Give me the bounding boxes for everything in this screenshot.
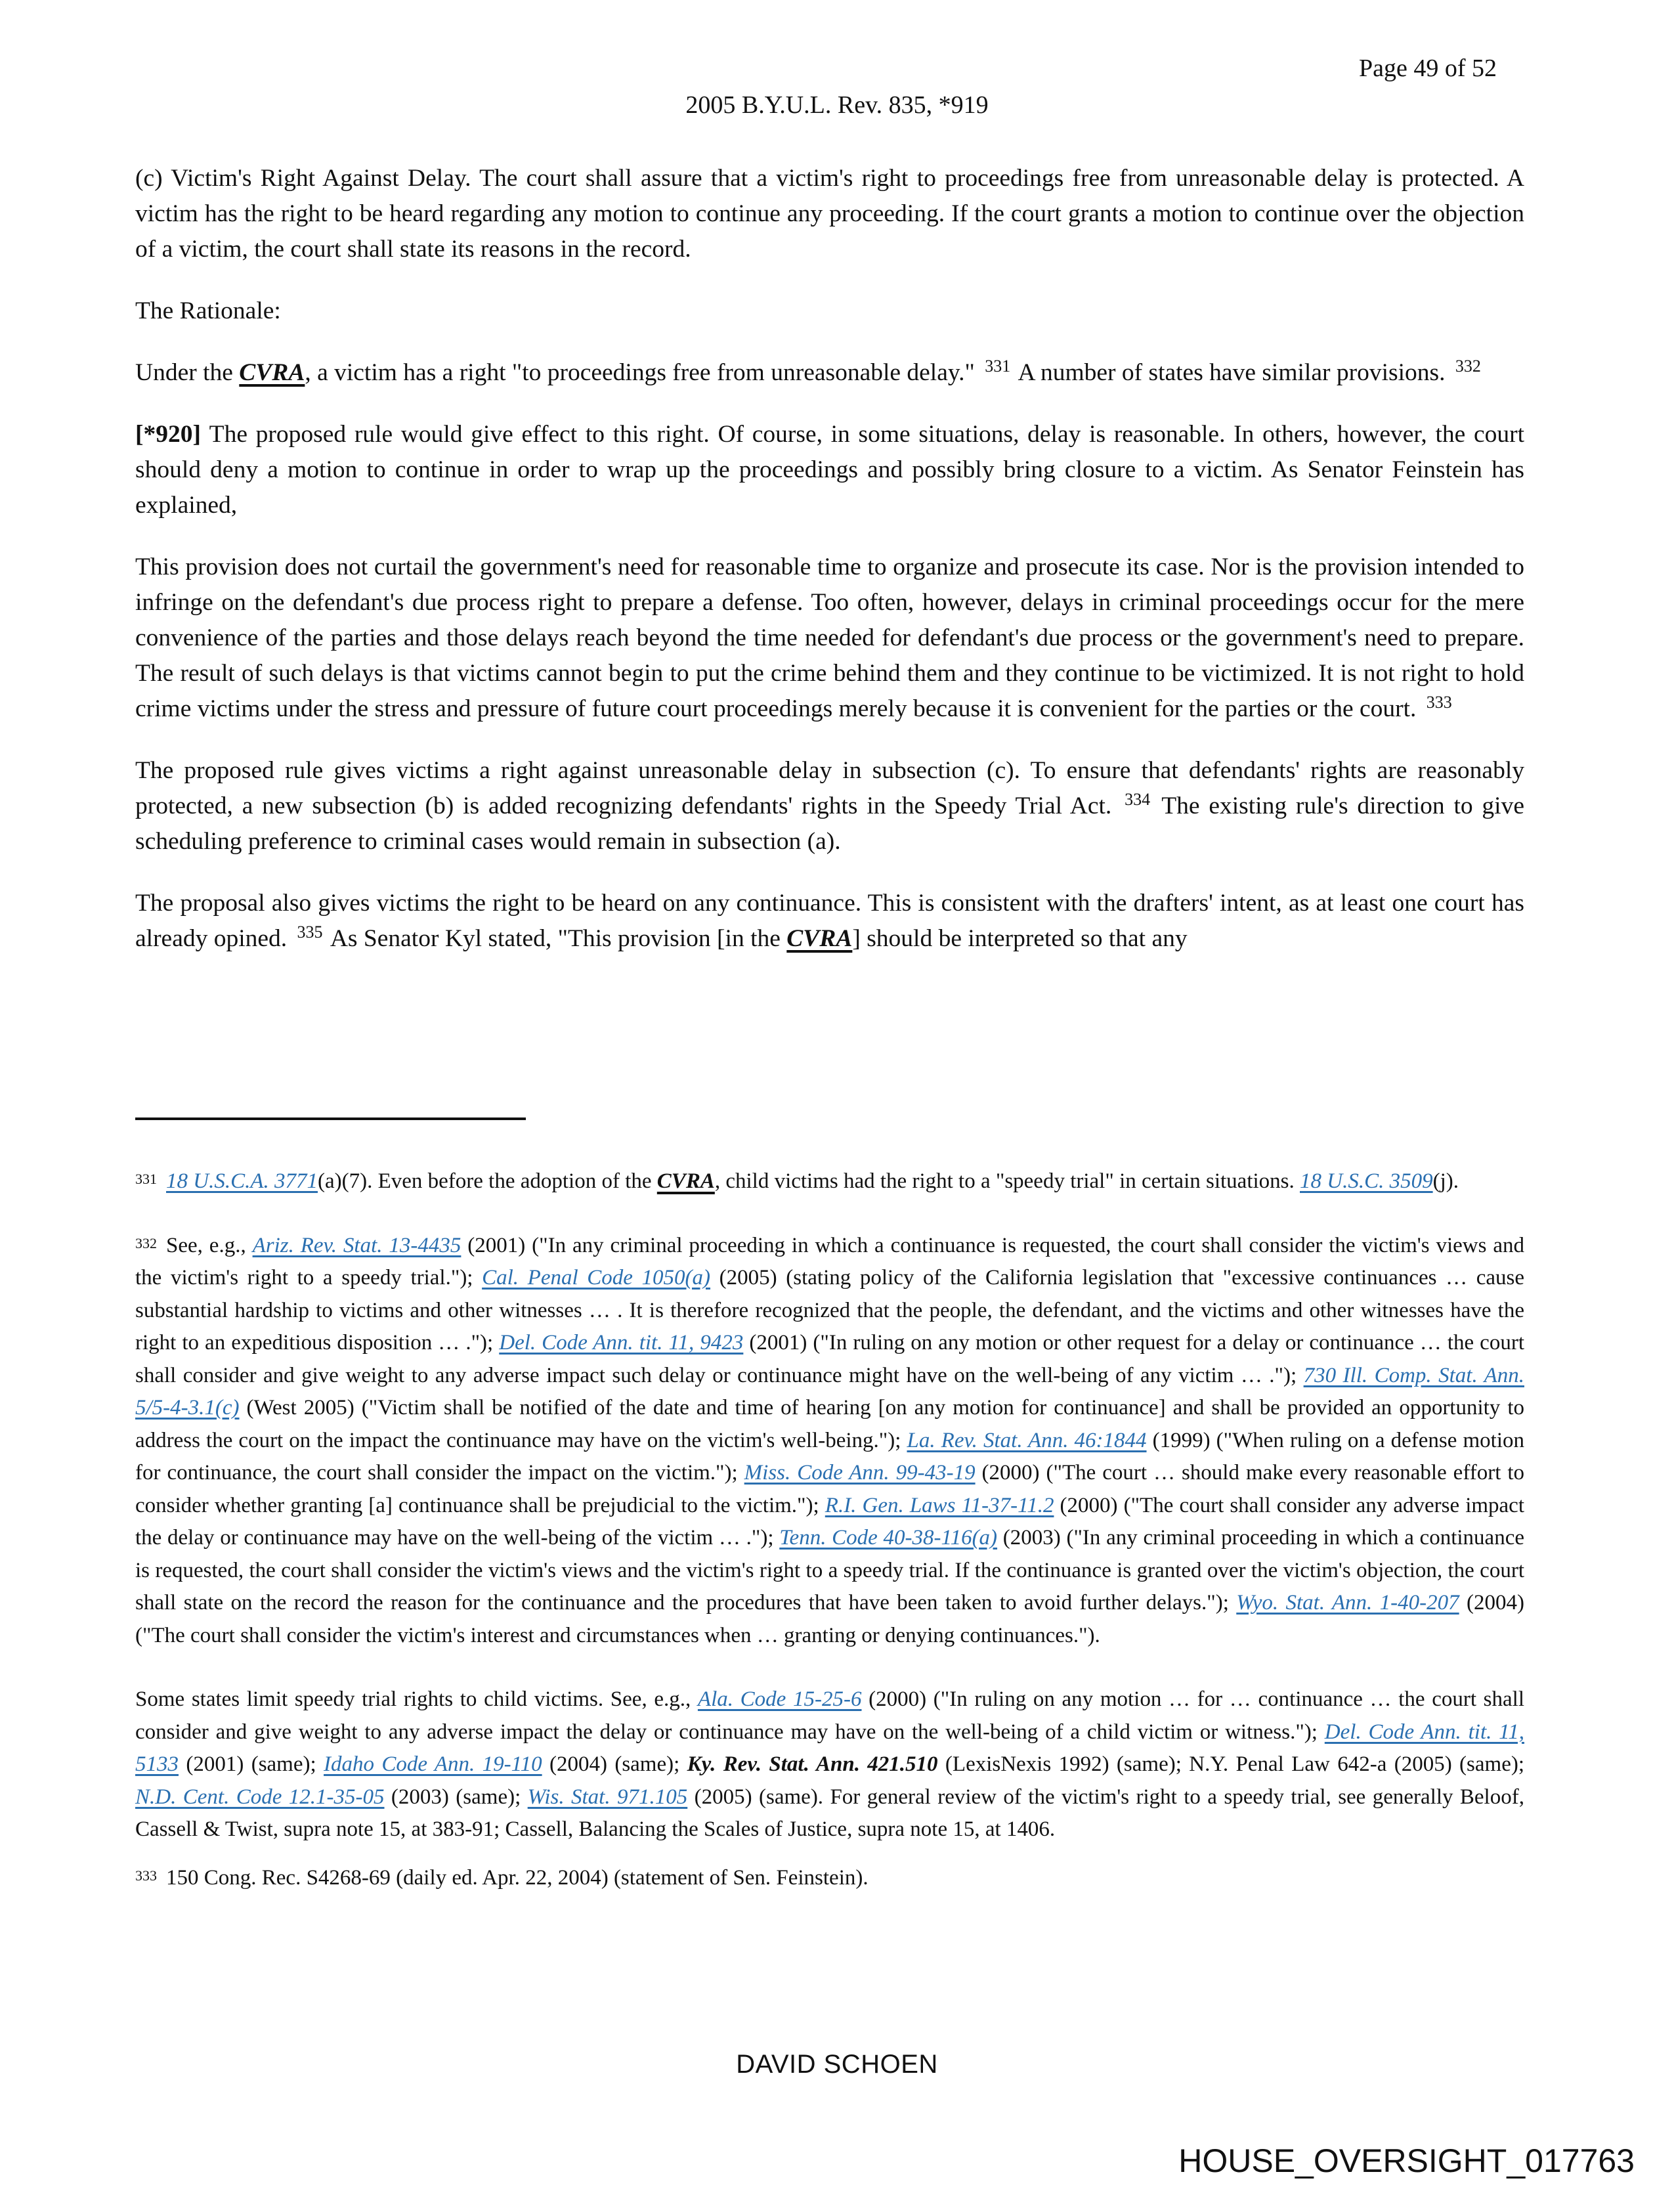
cvra-link[interactable]: CVRA xyxy=(786,925,853,952)
citation-link[interactable]: Del. Code Ann. tit. 11, 9423 xyxy=(499,1331,744,1355)
footnote-ref-332[interactable]: 332 xyxy=(1455,357,1481,376)
main-body xyxy=(135,161,1524,983)
footnote-number: 333 xyxy=(135,1867,157,1884)
citation-link[interactable]: Cal. Penal Code 1050(a) xyxy=(482,1266,711,1290)
text: Under the xyxy=(135,359,240,386)
text: (1999) ("When ruling on a defense motion for continuance, the court shall consider the impact on the victim."); xyxy=(135,1428,1524,1485)
footnote-ref-331[interactable]: 331 xyxy=(985,357,1011,376)
text: The proposal also gives victims the right to be heard on any continuance. This is consistent with the drafters' intent, as at least one court has already opined. xyxy=(135,890,1524,952)
paragraph-continuance xyxy=(135,886,1524,957)
citation-link[interactable]: N.D. Cent. Code 12.1-35-05 xyxy=(135,1785,385,1809)
footnote-333 xyxy=(135,1862,1524,1895)
footnote-number: 331 xyxy=(135,1171,157,1187)
star-page-marker: [*920] xyxy=(135,421,209,448)
text: (2001) (same); xyxy=(179,1752,324,1776)
bates-number: HOUSE_OVERSIGHT_017763 xyxy=(1178,2142,1635,2179)
footer-name: DAVID SCHOEN xyxy=(736,2050,938,2079)
text: , a victim has a right "to proceedings free from unreasonable delay." xyxy=(305,359,981,386)
footnote-ref-335[interactable]: 335 xyxy=(297,922,323,942)
text: The existing rule's direction to give scheduling preference to criminal cases would remain in subsection (a). xyxy=(135,792,1524,855)
text: As Senator Kyl stated, "This provision [in the xyxy=(325,925,787,952)
citation-link[interactable]: 18 U.S.C. 3509 xyxy=(1300,1169,1433,1193)
paragraph-rule-text: (c) Victim's Right Against Delay. The court shall assure that a victim's right to proceedings free from unreasonable delay is protected. A victim has the right to be heard regarding any motion to continue any proceeding. If the court grants a motion to continue over the objection of a victim, the court shall state its reasons in the record. xyxy=(135,165,1524,263)
citation-link[interactable]: Wyo. Stat. Ann. 1-40-207 xyxy=(1236,1591,1459,1615)
citation-link[interactable]: Wis. Stat. 971.105 xyxy=(527,1785,688,1809)
citation-link[interactable]: Miss. Code Ann. 99-43-19 xyxy=(744,1461,976,1485)
citation-link[interactable]: La. Rev. Stat. Ann. 46:1844 xyxy=(907,1428,1147,1452)
text: ] should be interpreted so that any xyxy=(852,925,1188,952)
text: (a)(7). Even before the adoption of the xyxy=(318,1169,657,1193)
footnote-ref-334[interactable]: 334 xyxy=(1125,790,1151,809)
cvra-link[interactable]: CVRA xyxy=(656,1169,715,1193)
citation-link[interactable]: 730 Ill. Comp. Stat. Ann. 5/5-4-3.1(c) xyxy=(135,1363,1524,1420)
text: A number of states have similar provisions. xyxy=(1013,359,1451,386)
footnote-number: 332 xyxy=(135,1234,157,1251)
footnotes xyxy=(135,1165,1524,1926)
text: (2004) (same); xyxy=(542,1752,687,1776)
text: 150 Cong. Rec. S4268-69 (daily ed. Apr. 22, 2004) (statement of Sen. Feinstein). xyxy=(166,1865,869,1890)
paragraph-cvra-delay xyxy=(135,355,1524,391)
text: (2003) ("In any criminal proceeding in which a continuance is requested, the court shall consider the victim's views and the victim's right to a speedy trial. If the continuance is granted over the victim's objection, the court shall state on the record the reason for the continuance and the procedures that have been taken to avoid further delays."); xyxy=(135,1526,1524,1615)
footnote-332-continued xyxy=(135,1683,1524,1846)
text: (LexisNexis 1992) (same); N.Y. Penal Law 642-a (2005) (same); xyxy=(937,1752,1524,1776)
running-head-citation: 2005 B.Y.U.L. Rev. 835, *919 xyxy=(685,91,989,119)
rationale-heading: The Rationale: xyxy=(135,297,281,324)
citation-link[interactable]: Tenn. Code 40-38-116(a) xyxy=(779,1526,998,1550)
footnote-332 xyxy=(135,1230,1524,1653)
citation-link[interactable]: R.I. Gen. Laws 11-37-11.2 xyxy=(825,1493,1054,1517)
footnote-divider xyxy=(135,1117,526,1120)
text: (2000) ("The court shall consider any adverse impact the delay or continuance may have on the well-being of the victim … ."); xyxy=(135,1493,1524,1550)
paragraph-star-page-920 xyxy=(135,417,1524,523)
cvra-link[interactable]: CVRA xyxy=(239,359,305,386)
footnote-331 xyxy=(135,1165,1524,1198)
citation-link[interactable]: Idaho Code Ann. 19-110 xyxy=(324,1752,542,1776)
text: The proposed rule gives victims a right against unreasonable delay in subsection (c). To ensure that defendants' rights are reasonably protected, a new subsection (b) is added recognizing defendants' rights in the Speedy Trial Act. xyxy=(135,757,1524,819)
text: (2004) ("The court shall consider the victim's interest and circumstances when … granting or denying continuances."). xyxy=(135,1591,1524,1647)
text: This provision does not curtail the government's need for reasonable time to organize and prosecute its case. Nor is the provision intended to infringe on the defendant's due process right to prepare a defense. Too often, however, delays in criminal proceedings occur for the mere convenience of the parties and those delays reach beyond the time needed for defendant's due process or the government's need to prepare. The result of such delays is that victims cannot begin to put the crime behind them and they continue to be victimized. It is not right to hold crime victims under the stress and pressure of future court proceedings merely because it is convenient for the parties or the court. xyxy=(135,553,1524,722)
text: (2003) (same); xyxy=(384,1785,528,1809)
citation-bold: Ky. Rev. Stat. Ann. 421.510 xyxy=(687,1752,938,1776)
text: (West 2005) ("Victim shall be notified of the date and time of hearing [on any motion for continuance] and shall be provided an opportunity to address the court on the impact the continuance may have on the victim's well-being."); xyxy=(135,1396,1524,1452)
citation-link[interactable]: Ariz. Rev. Stat. 13-4435 xyxy=(252,1233,461,1257)
text: (2001) ("In any criminal proceeding in which a continuance is requested, the court shall consider the victim's views and the victim's right to a speedy trial."); xyxy=(135,1233,1524,1290)
text: (j). xyxy=(1432,1169,1459,1193)
citation-link[interactable]: Del. Code Ann. tit. 11, 5133 xyxy=(135,1720,1524,1776)
text: Some states limit speedy trial rights to child victims. See, e.g., xyxy=(135,1687,698,1711)
text: (2000) ("The court … should make every reasonable effort to consider whether granting [a] continuance shall be prejudicial to the victim."); xyxy=(135,1461,1524,1517)
citation-link[interactable]: Ala. Code 15-25-6 xyxy=(697,1687,862,1711)
text: (2005) (same). For general review of the victim's right to a speedy trial, see generally Beloof, Cassell & Twist, supra note 15, at 383-91; Cassell, Balancing the Scales of Justice, supra note 15, at 1406. xyxy=(135,1785,1524,1841)
footnote-ref-333[interactable]: 333 xyxy=(1426,693,1452,712)
text: The proposed rule would give effect to this right. Of course, in some situations, delay is reasonable. In others, however, the court should deny a motion to continue in order to wrap up the proceedings and possibly bring closure to a victim. As Senator Feinstein has explained, xyxy=(135,421,1524,519)
text: See, e.g., xyxy=(166,1233,253,1257)
text: (2001) ("In ruling on any motion or other request for a delay or continuance … the court shall consider and give weight to any adverse impact such delay or continuance might have on the well-being of any victim … ."); xyxy=(135,1331,1524,1387)
citation-link[interactable]: 18 U.S.C.A. 3771 xyxy=(166,1169,318,1193)
text: (2005) (stating policy of the California legislation that "excessive continuances … cause substantial hardship to victims and other witnesses … . It is therefore recognized that the people, the defendant, and the victims and other witnesses have the right to an expeditious disposition … ."); xyxy=(135,1266,1524,1355)
paragraph-proposed-rule xyxy=(135,753,1524,859)
text: , child victims had the right to a "speedy trial" in certain situations. xyxy=(714,1169,1300,1193)
text: (2000) ("In ruling on any motion … for … continuance … the court shall consider and give weight to any adverse impact the delay or continuance may have on the well-being of a child victim or witness."); xyxy=(135,1687,1524,1744)
page-number: Page 49 of 52 xyxy=(1358,54,1497,82)
block-quote-feinstein xyxy=(135,550,1524,727)
